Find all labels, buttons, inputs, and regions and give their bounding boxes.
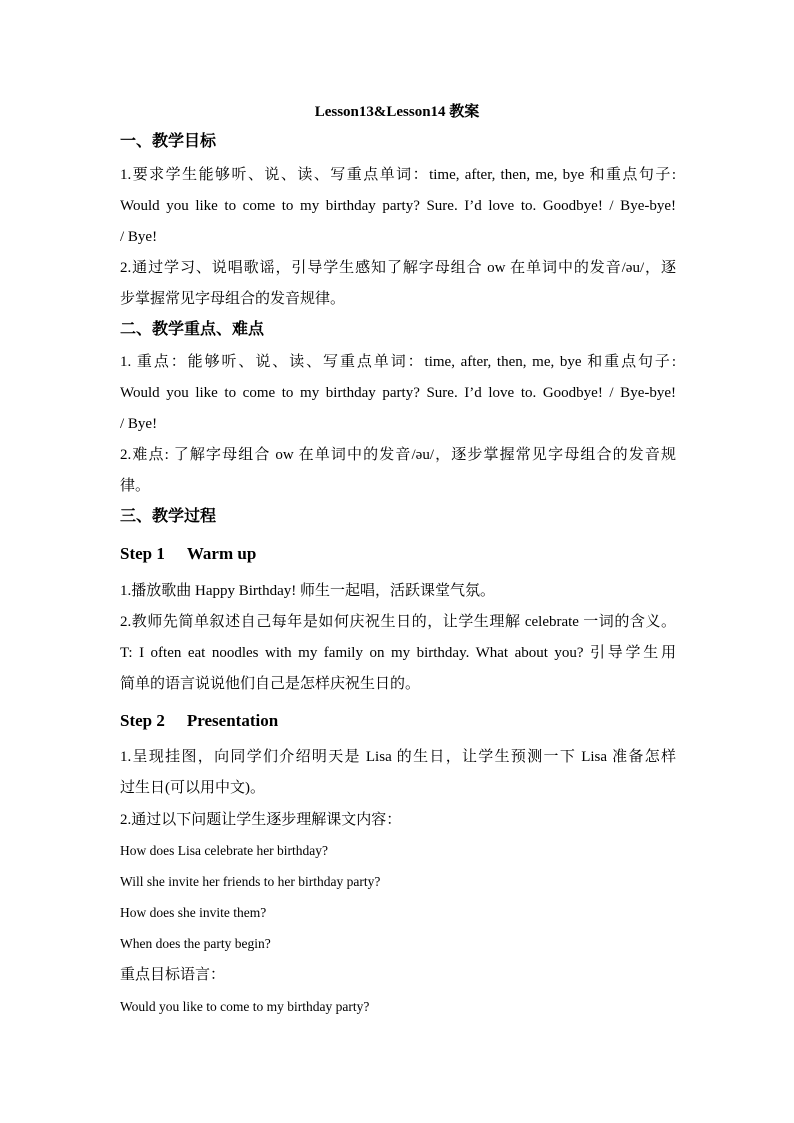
key-points-item2-line1: 2.难点: 了解字母组合 ow 在单词中的发音/əu/，逐步掌握常见字母组合的发音规 [120,447,676,463]
key-points-item1-line3: / Bye! [120,416,158,432]
section-heading-objectives: 一、教学目标 [120,133,217,150]
question-line: Will she invite her friends to her birthday party? [120,874,381,889]
document-title: Lesson13&Lesson14 教案 [314,104,480,120]
key-points-item1-line1: 1. 重点：能够听、说、读、写重点单词：time, after, then, me, bye 和重点句子: [120,354,676,370]
section-heading-process: 三、教学过程 [120,508,217,525]
question-line: How does Lisa celebrate her birthday? [120,843,329,858]
step1-item3-line2: 简单的语言说说他们自己是怎样庆祝生日的。 [120,676,421,692]
step1-item3-line1: T: I often eat noodles with my family on my birthday. What about you? 引导学生用 [120,645,676,661]
section-heading-key-points: 二、教学重点、难点 [120,321,265,338]
step1-item2: 2.教师先简单叙述自己每年是如何庆祝生日的，让学生理解 celebrate 一词的含义。 [120,614,676,630]
step2-item2: 2.通过以下问题让学生逐步理解课文内容： [120,812,402,828]
objectives-item1-line1: 1.要求学生能够听、说、读、写重点单词：time, after, then, me, bye 和重点句子: [120,167,676,183]
key-points-item1-line2: Would you like to come to my birthday party? Sure. I’d love to. Goodbye! / Bye-bye! [120,385,676,401]
step2-label: Step 2 [120,711,165,730]
target-language-heading: 重点目标语言： [120,967,226,983]
objectives-item1-line2: Would you like to come to my birthday party? Sure. I’d love to. Goodbye! / Bye-bye! [120,198,676,214]
step1-name: Warm up [186,544,257,563]
question-line: When does the party begin? [120,936,271,951]
key-points-item2-line2: 律。 [120,478,151,494]
step1-item1: 1.播放歌曲 Happy Birthday! 师生一起唱，活跃课堂气氛。 [120,583,495,599]
step1-heading [120,542,676,566]
step1-label: Step 1 [120,544,165,563]
step2-name: Presentation [186,711,279,730]
objectives-item2-line1: 2.通过学习、说唱歌谣，引导学生感知了解字母组合 ow 在单词中的发音/əu/，逐 [120,260,676,276]
question-line: How does she invite them? [120,905,267,920]
step2-item1-line1: 1.呈现挂图，向同学们介绍明天是 Lisa 的生日，让学生预测一下 Lisa 准备怎样 [120,749,676,765]
objectives-item2-line2: 步掌握常见字母组合的发音规律。 [120,291,346,307]
step2-item1-line2: 过生日(可以用中文)。 [120,780,265,796]
objectives-item1-line3: / Bye! [120,229,158,245]
step2-heading [120,709,676,733]
target-sentence: Would you like to come to my birthday party? [120,999,370,1014]
